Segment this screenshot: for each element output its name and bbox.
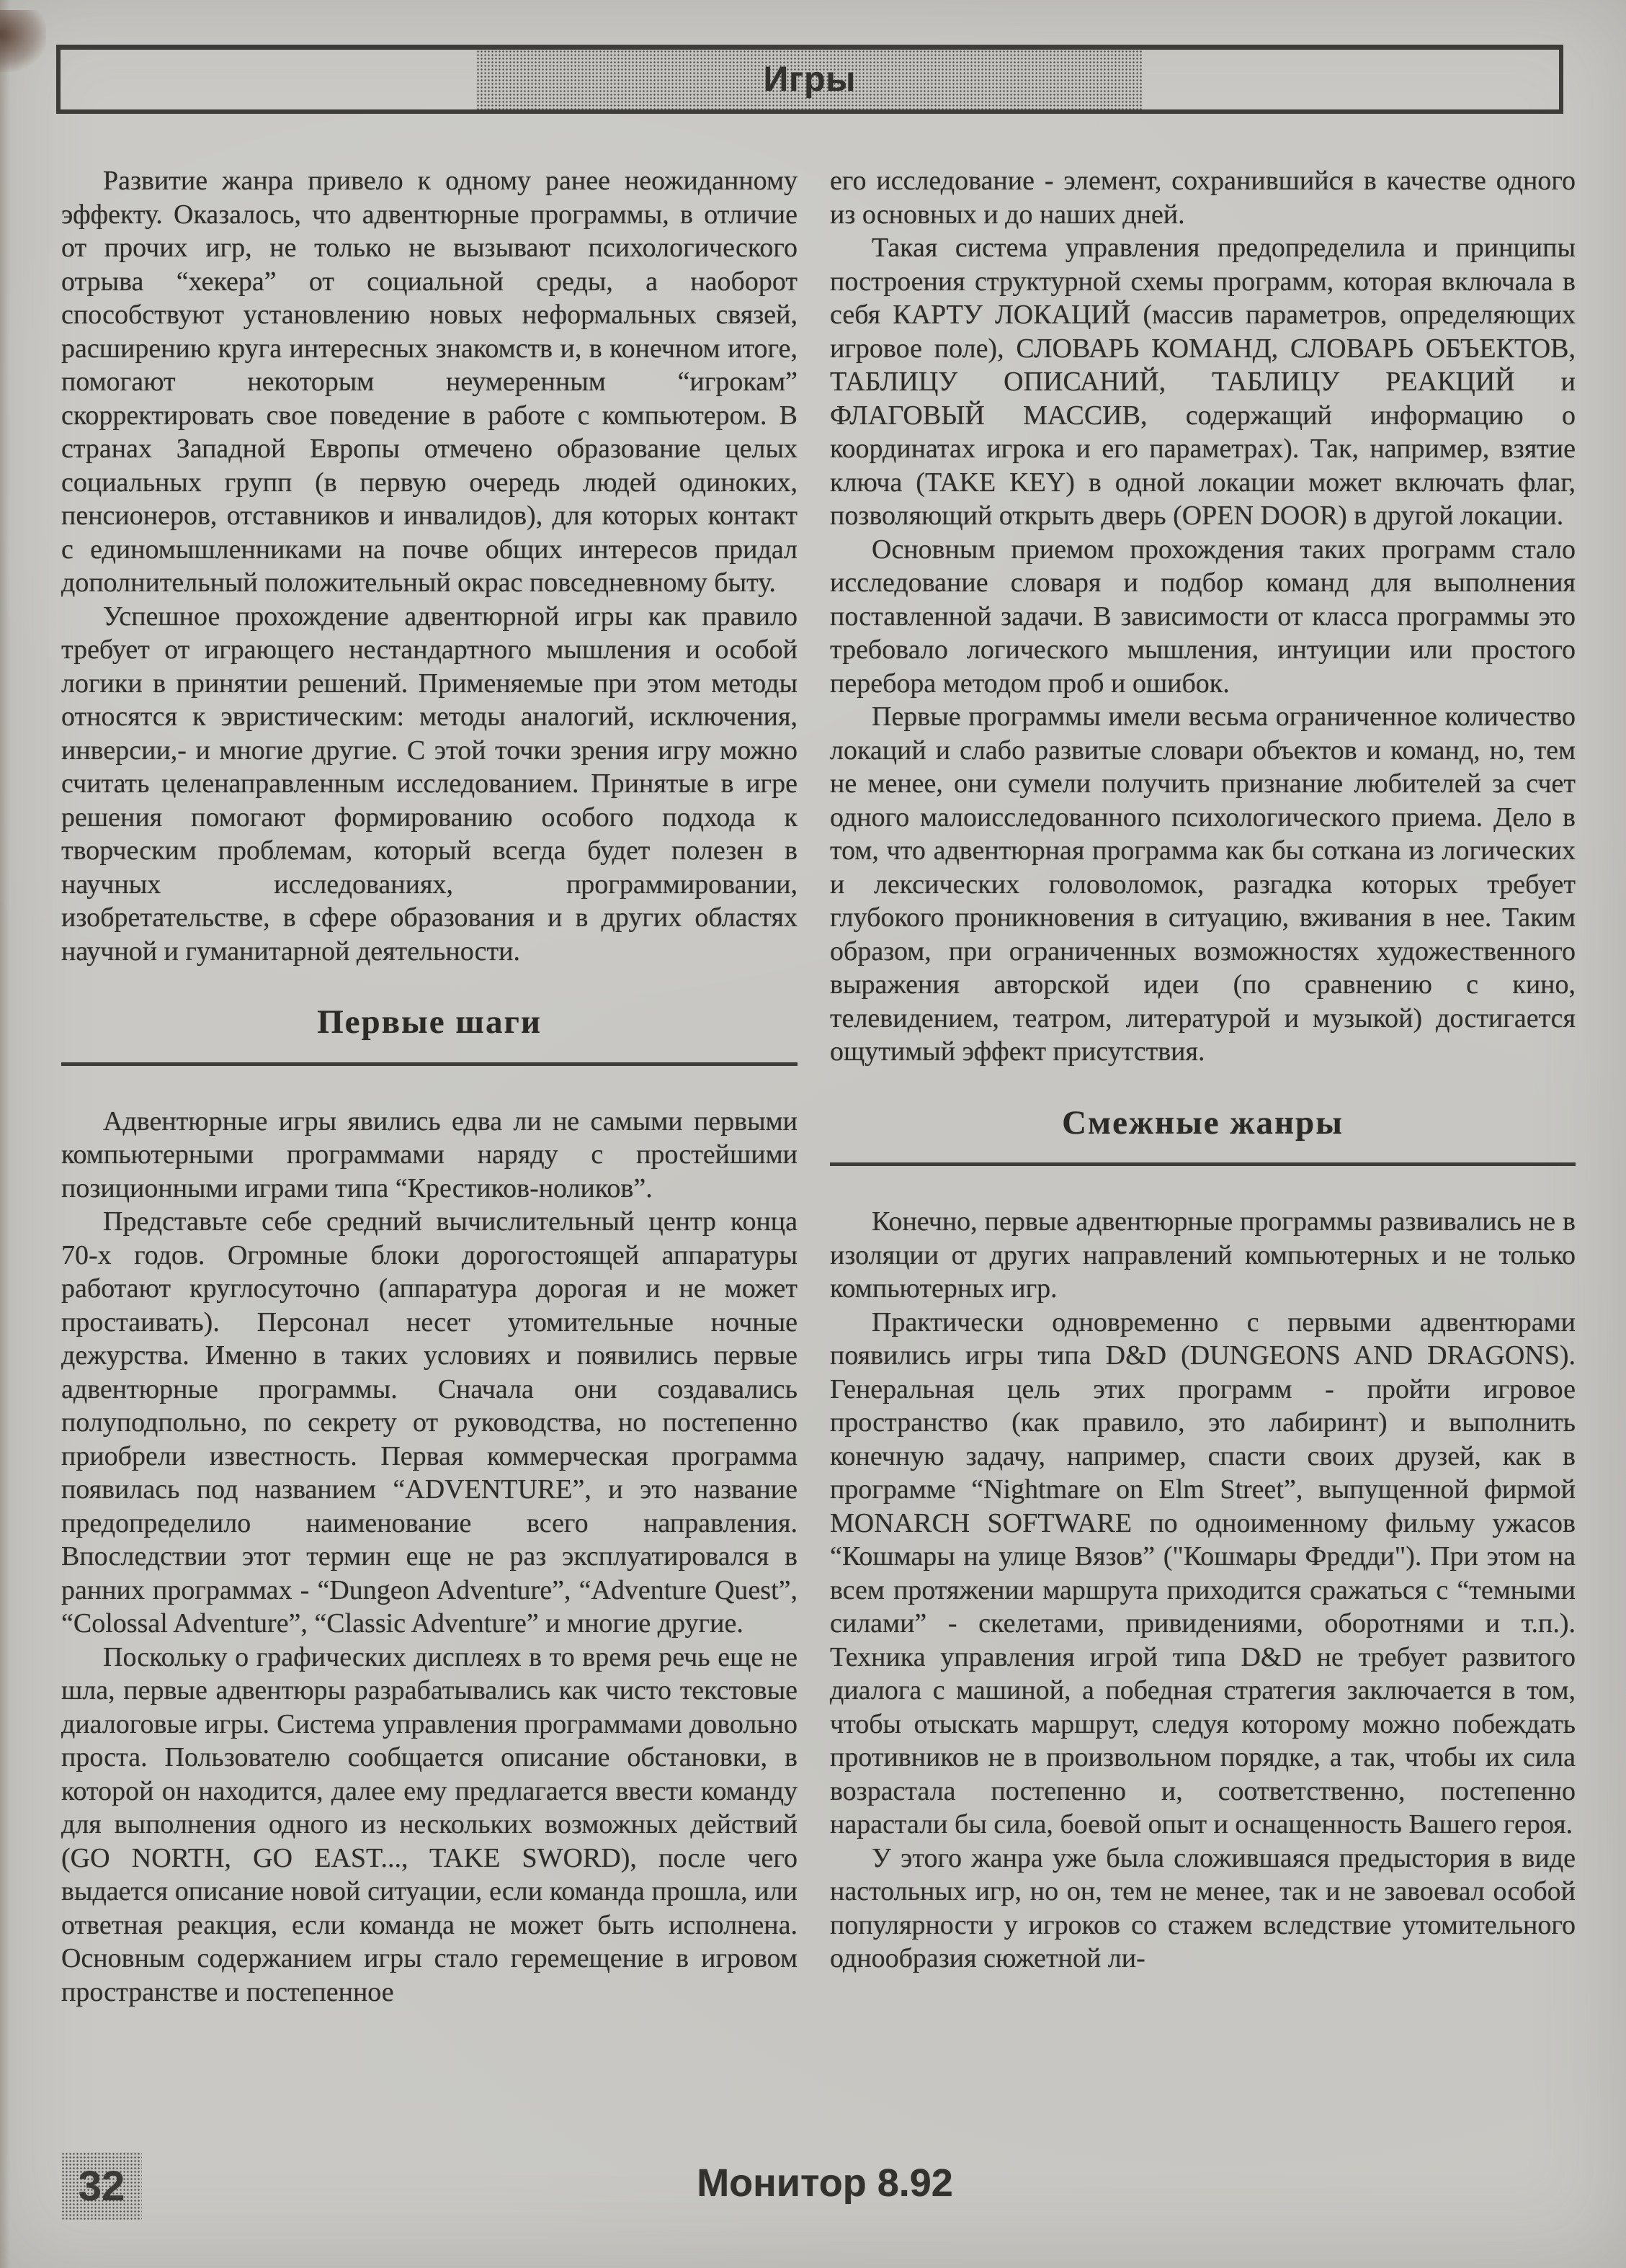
scan-artifact-edge [0, 0, 10, 2268]
section-heading: Смежные жанры [1062, 1103, 1344, 1142]
paragraph: Успешное прохождение адвентюрной игры как правило требует от играющего нестандартного мышления и особой логики в принятии решений. Применяемые при этом методы относятся к эвристическим: методы аналогий, исключения, инверсии,- и многие другие. С этой точки зрения игру можно считать целенаправленным исследованием. Принятые в игре решения помогают формированию особого подхода к творческим проблемам, который всегда будет полезен в научных исследованиях, программировании, изобретательстве, в сфере образования и в других областях научной и гуманитарной деятельности. [61, 601, 798, 967]
paragraph: У этого жанра уже была сложившаяся предыстория в виде настольных игр, но он, тем не менее, так и не завоевал особой популярности у игроков со стажем вследствие утомительного однообразия сюжетной ли- [830, 1842, 1576, 1973]
paragraph: Такая система управления предопределила и принципы построения структурной схемы программ, которая включала в себя КАРТУ ЛОКАЦИЙ (массив параметров, определяющих игровое поле), СЛОВАРЬ КОМАНД, СЛОВАРЬ ОБЪЕКТОВ, ТАБЛИЦУ ОПИСАНИЙ, ТАБЛИЦУ РЕАКЦИЙ и ФЛАГОВЫЙ МАССИВ, содержащий информацию о координатах игрока и его параметрах). Так, например, взятие ключа (TAKE KEY) в одной локации может включать флаг, позволяющий открыть дверь (OPEN DOOR) в другой локации. [830, 233, 1576, 531]
header-box [56, 45, 1563, 114]
paragraph: Первые программы имели весьма ограниченное количество локаций и слабо развитые словари объектов и команд, но, тем не менее, они сумели получить признание любителей за счет одного малоисследованного психологического приема. Дело в том, что адвентюрная программа как бы соткана из логических и лексических головоломок, разгадка которых требует глубокого проникновения в ситуацию, вживания в нее. Таким образом, при ограниченных возможностях художественного выражения авторской идеи (по сравнению с кино, телевидением, театром, литературой и музыкой) достигается ощутимый эффект присутствия. [830, 702, 1576, 1067]
paragraph: Поскольку о графических дисплеях в то время речь еще не шла, первые адвентюры разрабатывались как чисто текстовые диалоговые игры. Система управления программами довольно проста. Пользователю сообщается описание обстановки, в которой он находится, далее ему предлагается ввести команду для выполнения одного из нескольких возможных действий (GO NORTH, GO EAST..., TAKE SWORD), после чего выдается описание новой ситуации, если команда прошла, или ответная реакция, если команда не может быть исполнена. Основным содержанием игры стало геремещение в игровом пространстве и постепенное [61, 1641, 798, 2007]
column-left [61, 164, 798, 2009]
page-section-title: Игры [763, 60, 857, 99]
paragraph: Адвентюрные игры явились едва ли не самыми первыми компьютерными программами наряду с простейшими позиционными играми типа “Крестиков-ноликов”. [61, 1106, 798, 1204]
section-rule [61, 1062, 798, 1066]
paragraph: Практически одновременно с первыми адвентюрами появились игры типа D&D (DUNGEONS AND DRAGONS). Генеральная цель этих программ - пройти игровое пространство (как правило, это лабиринт) и выполнить конечную задачу, например, спасти своих друзей, как в программе “Nightmare on Elm Street”, выпущенной фирмой MONARCH SOFTWARE по одноименному фильму ужасов “Кошмары на улице Вязов” ("Кошмары Фредди"). При этом на всем протяжении маршрута приходится сражаться с “темными силами” - скелетами, привидениями, оборотнями и т.п.). Техника управления игрой типа D&D не требует развитого диалога с машиной, а победная стратегия заключается в том, чтобы отыскать маршрут, следуя которому можно побеждать противников не в произвольном порядке, а так, чтобы их сила возрастала постепенно и, соответственно, постепенно нарастали бы сила, боевой опыт и оснащенность Вашего героя. [830, 1306, 1576, 1839]
footer-page-number: 32 [78, 2162, 125, 2210]
paragraph: Конечно, первые адвентюрные программы развивались не в изоляции от других направлений компьютерных и не только компьютерных игр. [830, 1206, 1576, 1304]
paragraph: Представьте себе средний вычислительный центр конца 70-х годов. Огромные блоки дорогостоящей аппаратуры работают круглосуточно (аппаратура дорогая и не может простаивать). Персонал несет утомительные ночные дежурства. Именно в таких условиях и появились первые адвентюрные программы. Сначала они создавались полуподпольно, по секрету от руководства, но постепенно приобрели известность. Первая коммерческая программа появилась под названием “ADVENTURE”, и это название предопределило наименование всего направления. Впоследствии этот термин еще не раз эксплуатировался в ранних программах - “Dungeon Adventure”, “Adventure Quest”, “Colossal Adventure”, “Classic Adventure” и многие другие. [61, 1206, 798, 1639]
paragraph: Основным приемом прохождения таких программ стало исследование словаря и подбор команд для выполнения поставленной задачи. В зависимости от класса программы это требовало логического мышления, интуиции или простого перебора методом проб и ошибок. [830, 534, 1576, 699]
footer-magazine-title: Монитор 8.92 [697, 2161, 953, 2205]
section-rule [830, 1162, 1576, 1166]
header-halftone-band [476, 50, 1143, 109]
paragraph: его исследование - элемент, сохранившийся в качестве одного из основных и до наших дней. [830, 166, 1576, 230]
section-heading: Первые шаги [317, 1003, 542, 1041]
column-right [830, 164, 1576, 1976]
paragraph: Развитие жанра привело к одному ранее неожиданному эффекту. Оказалось, что адвентюрные программы, в отличие от прочих игр, не только не вызывают психологического отрыва “хекера” от социальной среды, а наоборот способствуют установлению новых неформальных связей, расширению круга интересных знакомств и, в конечном итоге, помогают некоторым неумеренным “игрокам” скорректировать свое поведение в работе с компьютером. В странах Западной Европы отмечено образование целых социальных групп (в первую очередь людей одиноких, пенсионеров, отставников и инвалидов), для которых контакт с единомышленниками на почве общих интересов придал дополнительный положительный окрас повседневному быту. [61, 166, 798, 598]
